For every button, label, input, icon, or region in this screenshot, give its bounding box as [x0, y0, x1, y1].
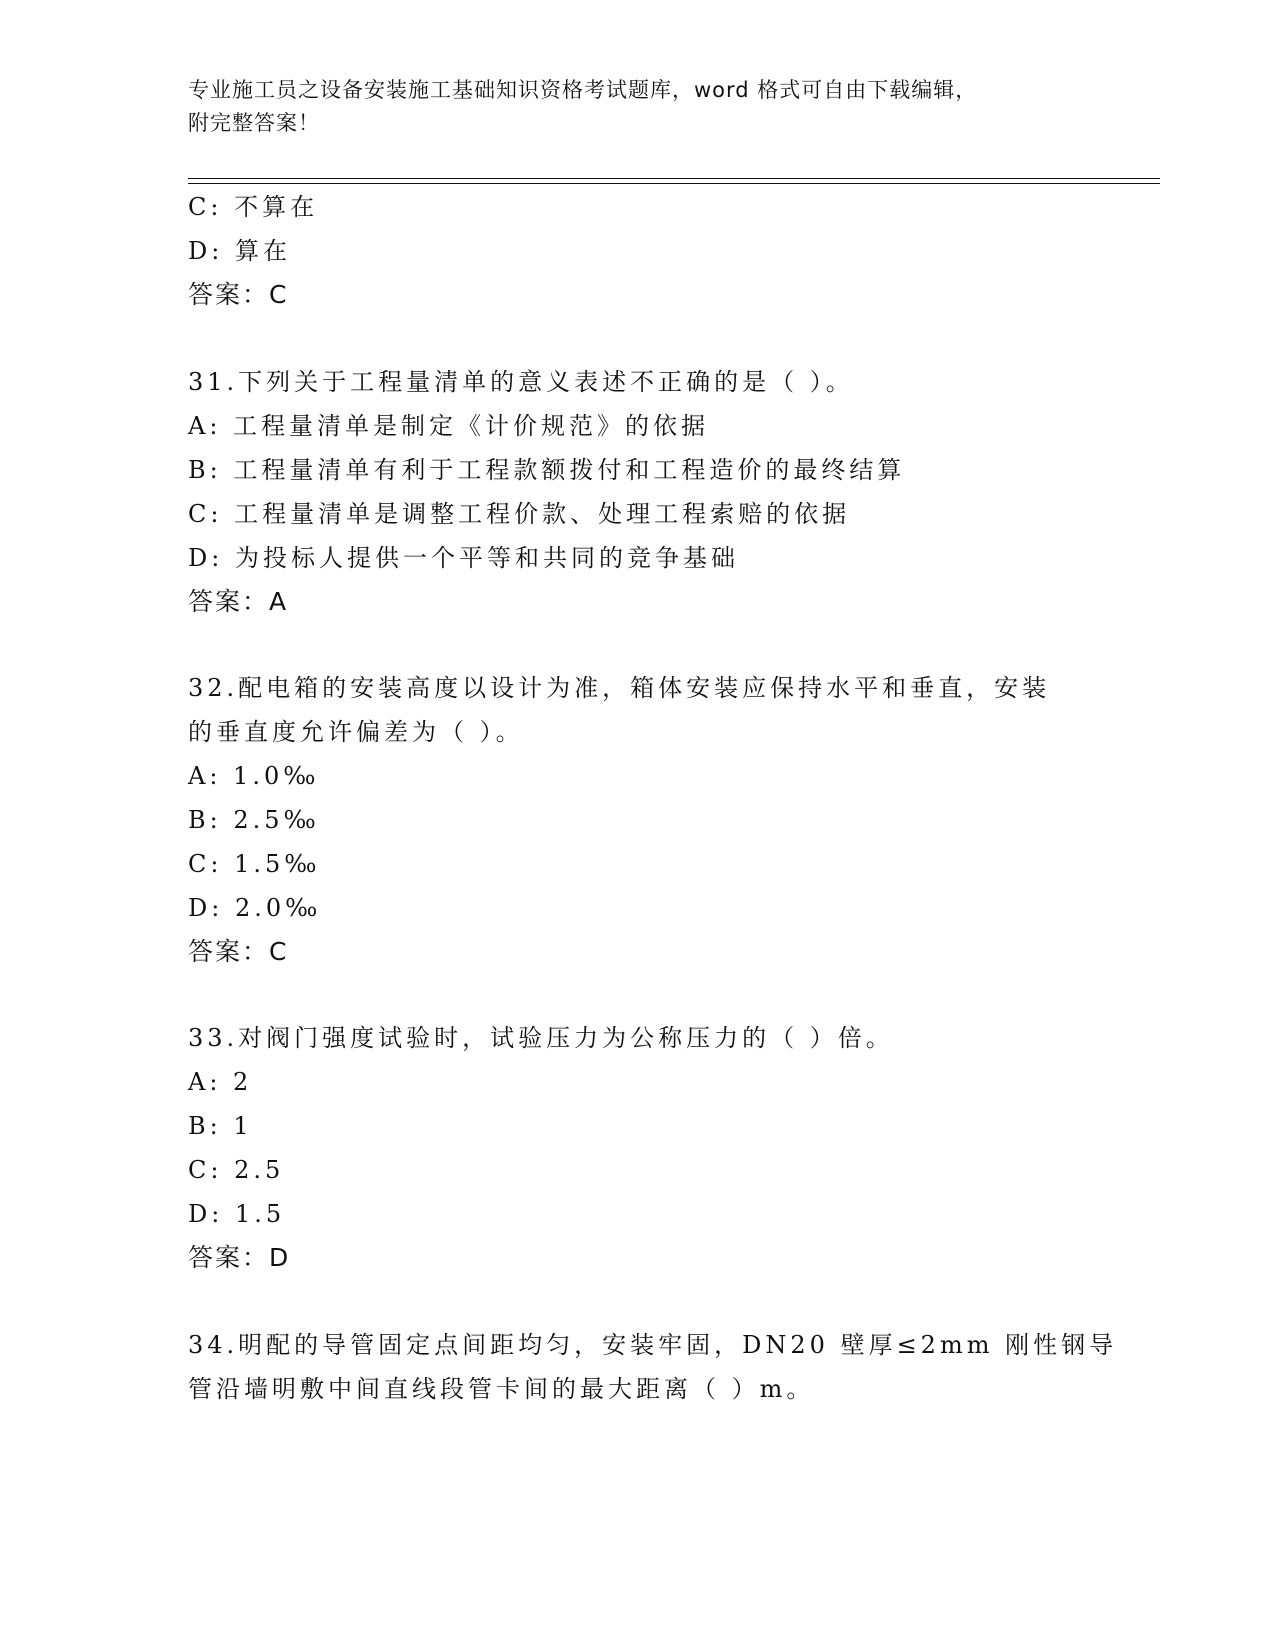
- header-divider-bottom: [188, 183, 1160, 184]
- q31-answer: 答案：A: [188, 587, 289, 616]
- q32-answer: 答案：C: [188, 937, 289, 966]
- q31-option-d: D: 为投标人提供一个平等和共同的竞争基础: [188, 544, 739, 572]
- q32-stem-line-1: 32.配电箱的安装高度以设计为准，箱体安装应保持水平和垂直，安装: [188, 674, 1051, 702]
- q32-option-a: A: 1.0‰: [188, 762, 320, 790]
- q32-option-b: B: 2.5‰: [188, 806, 320, 834]
- q32-option-c: C: 1.5‰: [188, 850, 321, 878]
- q30-option-c: C: 不算在: [188, 193, 319, 221]
- q31-option-c: C: 工程量清单是调整工程价款、处理工程索赔的依据: [188, 500, 851, 528]
- q33-answer: 答案：D: [188, 1243, 291, 1272]
- header-line-2: 附完整答案！: [188, 111, 320, 135]
- q33-option-a: A: 2: [188, 1068, 253, 1096]
- q33-stem: 33.对阀门强度试验时，试验压力为公称压力的（ ）倍。: [188, 1024, 894, 1052]
- document-header: [188, 74, 1088, 140]
- q31-option-a: A: 工程量清单是制定《计价规范》的依据: [188, 412, 710, 440]
- q33-option-b: B: 1: [188, 1112, 253, 1140]
- q30-option-d: D: 算在: [188, 237, 291, 265]
- header-divider-top: [188, 178, 1160, 179]
- header-line-1: 专业施工员之设备安装施工基础知识资格考试题库，word 格式可自由下载编辑，: [188, 78, 978, 102]
- q33-option-c: C: 2.5: [188, 1156, 285, 1184]
- q33-option-d: D: 1.5: [188, 1200, 286, 1228]
- q30-answer: 答案：C: [188, 280, 289, 309]
- q31-stem: 31.下列关于工程量清单的意义表述不正确的是（ ）。: [188, 368, 854, 396]
- q31-option-b: B: 工程量清单有利于工程款额拨付和工程造价的最终结算: [188, 456, 906, 484]
- q34-stem-line-1: 34.明配的导管固定点间距均匀，安装牢固，DN20 壁厚≤2mm 刚性钢导: [188, 1331, 1118, 1359]
- q34-stem-line-2: 管沿墙明敷中间直线段管卡间的最大距离（ ）m。: [188, 1375, 815, 1403]
- q32-option-d: D: 2.0‰: [188, 894, 322, 922]
- q32-stem-line-2: 的垂直度允许偏差为（ ）。: [188, 718, 524, 746]
